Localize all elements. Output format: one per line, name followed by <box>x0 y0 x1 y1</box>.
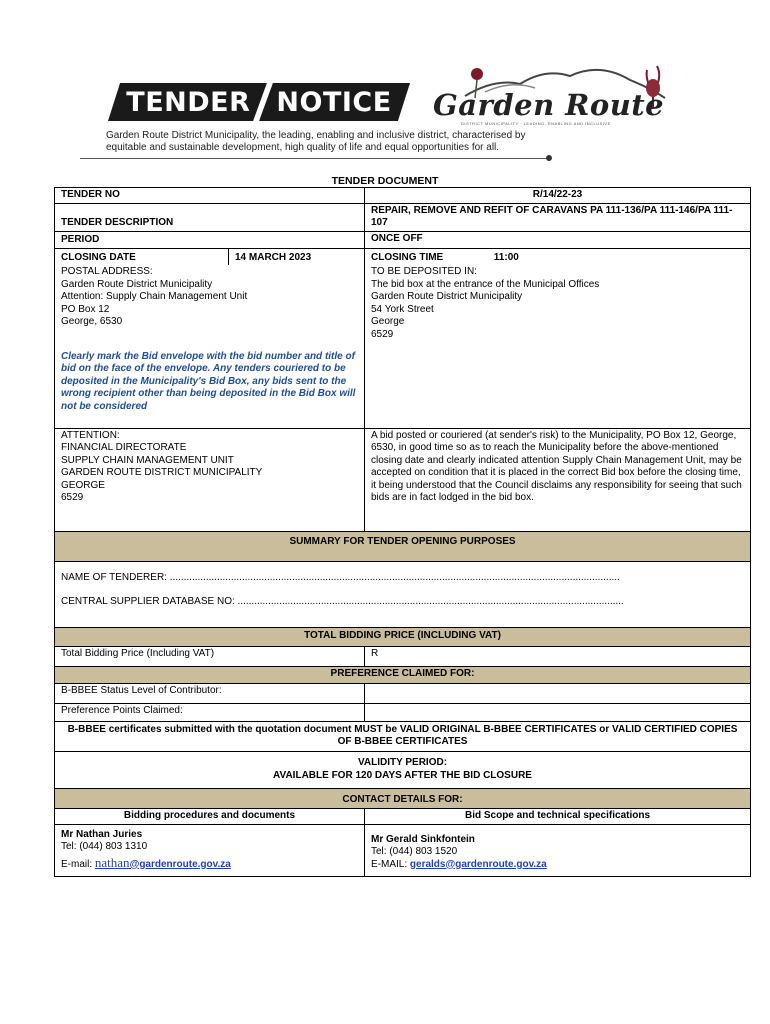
right-contact-name: Mr Gerald Sinkfontein <box>371 833 475 845</box>
attention-cell <box>55 428 365 531</box>
validity-cell <box>55 751 751 788</box>
postal-line: Attention: Supply Chain Management Unit <box>61 291 248 302</box>
validity-heading: VALIDITY PERIOD: <box>357 757 448 768</box>
price-row <box>55 646 751 666</box>
deposit-cell <box>365 265 751 428</box>
left-email-label: E-mail: <box>61 858 93 870</box>
tagline-divider-dot <box>546 155 552 161</box>
postal-line: Garden Route District Municipality <box>61 278 213 290</box>
closing-time-cell <box>365 248 751 265</box>
garden-route-logo <box>425 58 675 133</box>
closing-date-label: CLOSING DATE <box>55 248 229 265</box>
bbbee-note-row <box>55 721 751 751</box>
price-value-field[interactable]: R <box>365 646 751 666</box>
attention-line: SUPPLY CHAIN MANAGEMENT UNIT <box>61 454 234 466</box>
bid-scope-heading: Bid Scope and technical specifications <box>365 808 751 824</box>
contacts-subheading-row <box>55 808 751 824</box>
postal-line: PO Box 12 <box>61 303 110 315</box>
banner-word-notice: NOTICE <box>276 86 392 118</box>
preference-points-row <box>55 703 751 721</box>
banner-slash <box>253 82 274 122</box>
tenderer-name-field[interactable]: NAME OF TENDERER: .................................................................................................................................................................. <box>61 571 620 583</box>
tagline-divider <box>80 158 550 159</box>
banner-word-tender: TENDER <box>126 86 251 118</box>
price-heading: TOTAL BIDDING PRICE (INCLUDING VAT) <box>55 627 751 646</box>
tender-notice-banner <box>108 83 410 121</box>
tender-no-label: TENDER NO <box>55 188 365 204</box>
deposit-line: The bid box at the entrance of the Municipal Offices <box>371 278 600 290</box>
summary-body-row <box>55 561 751 627</box>
left-email-domain-link[interactable]: @gardenroute.gov.za <box>129 858 231 870</box>
preference-heading-row <box>55 666 751 683</box>
left-contact-cell <box>55 824 365 876</box>
attention-row <box>55 428 751 531</box>
summary-heading-row <box>55 531 751 561</box>
right-contact-tel: Tel: (044) 803 1520 <box>371 846 458 857</box>
address-row <box>55 265 751 428</box>
attention-line: ATTENTION: <box>61 429 120 441</box>
postal-line: George, 6530 <box>61 316 123 327</box>
closing-date-value: 14 MARCH 2023 <box>229 248 365 265</box>
deposit-line: 54 York Street <box>371 303 434 315</box>
contacts-details-row <box>55 824 751 876</box>
bbbee-certificate-note: B-BBEE certificates submitted with the quotation document MUST be VALID ORIGINAL B-BBEE CERTIFICATES or VALID CERTIFIED COPIES OF B-BBEE CERTIFICATES <box>55 721 751 751</box>
tender-table <box>54 187 751 877</box>
contacts-heading: CONTACT DETAILS FOR: <box>55 788 751 808</box>
logo-subtext: DISTRICT MUNICIPALITY · LEADING, ENABLING AND INCLUSIVE <box>461 121 611 126</box>
price-heading-row <box>55 627 751 646</box>
left-contact-name: Mr Nathan Juries <box>61 828 143 840</box>
right-email-label: E-MAIL: <box>371 858 408 870</box>
validity-row <box>55 751 751 788</box>
posted-bid-cell: A bid posted or couriered (at sender's risk) to the Municipality, PO Box 12, George, 6530, in good time so as to reach the Municipality before the above-mentioned closing date and clearly indicated attention Supply Chain Management Unit, may be accepted on condition that it is placed in the correct Bid box before the closing time, it being understood that the Council disclaims any responsibility for seeing that such bids are in fact lodged in the bid box. <box>365 428 751 531</box>
summary-heading: SUMMARY FOR TENDER OPENING PURPOSES <box>55 531 751 561</box>
attention-line: GEORGE <box>61 479 105 491</box>
right-contact-cell <box>365 824 751 876</box>
period-row <box>55 231 751 248</box>
bbbee-level-label: B-BBEE Status Level of Contributor: <box>55 683 365 703</box>
contacts-heading-row <box>55 788 751 808</box>
deposit-line: 6529 <box>371 328 394 340</box>
logo-wordmark: Garden Route <box>433 88 665 122</box>
preference-points-label: Preference Points Claimed: <box>55 703 365 721</box>
summary-body-cell <box>55 561 751 627</box>
attention-line: FINANCIAL DIRECTORATE <box>61 442 187 453</box>
bbbee-level-field[interactable] <box>365 683 751 703</box>
municipality-tagline: Garden Route District Municipality, the leading, enabling and inclusive district, characterised by equitable and sustainable development, high quality of life and equal opportunities for all. <box>106 130 526 153</box>
attention-line: 6529 <box>61 492 84 503</box>
left-contact-tel: Tel: (044) 803 1310 <box>61 841 148 852</box>
price-label: Total Bidding Price (Including VAT) <box>55 646 365 666</box>
deposit-line: TO BE DEPOSITED IN: <box>371 266 477 277</box>
csd-number-field[interactable]: CENTRAL SUPPLIER DATABASE NO: ........................................................................................................................................... <box>61 596 624 607</box>
postal-line: POSTAL ADDRESS: <box>61 266 153 277</box>
tender-no-row <box>55 188 751 204</box>
bbbee-level-row <box>55 683 751 703</box>
bidding-procedures-heading: Bidding procedures and documents <box>55 808 365 824</box>
attention-line: GARDEN ROUTE DISTRICT MUNICIPALITY <box>61 467 263 478</box>
tender-no-value: R/14/22-23 <box>365 188 751 204</box>
period-label: PERIOD <box>55 231 365 248</box>
tender-desc-value: REPAIR, REMOVE AND REFIT OF CARAVANS PA 111-136/PA 111-146/PA 111-107 <box>365 203 751 231</box>
deposit-line: Garden Route District Municipality <box>371 291 523 302</box>
bid-envelope-notice: Clearly mark the Bid envelope with the bid number and title of bid on the face of the envelope. Any tenders couriered to be deposited in the Municipality's Bid Box, any bids sent to the wrong recipient other than being deposited in the Bid Box will not be considered <box>61 350 356 412</box>
closing-time-label: CLOSING TIME <box>371 251 444 263</box>
preference-points-field[interactable] <box>365 703 751 721</box>
tender-desc-label: TENDER DESCRIPTION <box>55 203 365 231</box>
deposit-line: George <box>371 316 405 327</box>
closing-time-value: 11:00 <box>493 251 519 263</box>
left-email-user-link[interactable]: nathan <box>94 854 130 870</box>
tender-desc-row <box>55 203 751 231</box>
preference-heading: PREFERENCE CLAIMED FOR: <box>55 666 751 683</box>
validity-period: AVAILABLE FOR 120 DAYS AFTER THE BID CLOSURE <box>273 769 532 781</box>
period-value: ONCE OFF <box>365 231 751 248</box>
closing-row <box>55 248 751 265</box>
right-email-link[interactable]: geralds@gardenroute.gov.za <box>409 858 547 870</box>
postal-address-cell <box>55 265 365 428</box>
document-title: TENDER DOCUMENT <box>331 175 439 187</box>
